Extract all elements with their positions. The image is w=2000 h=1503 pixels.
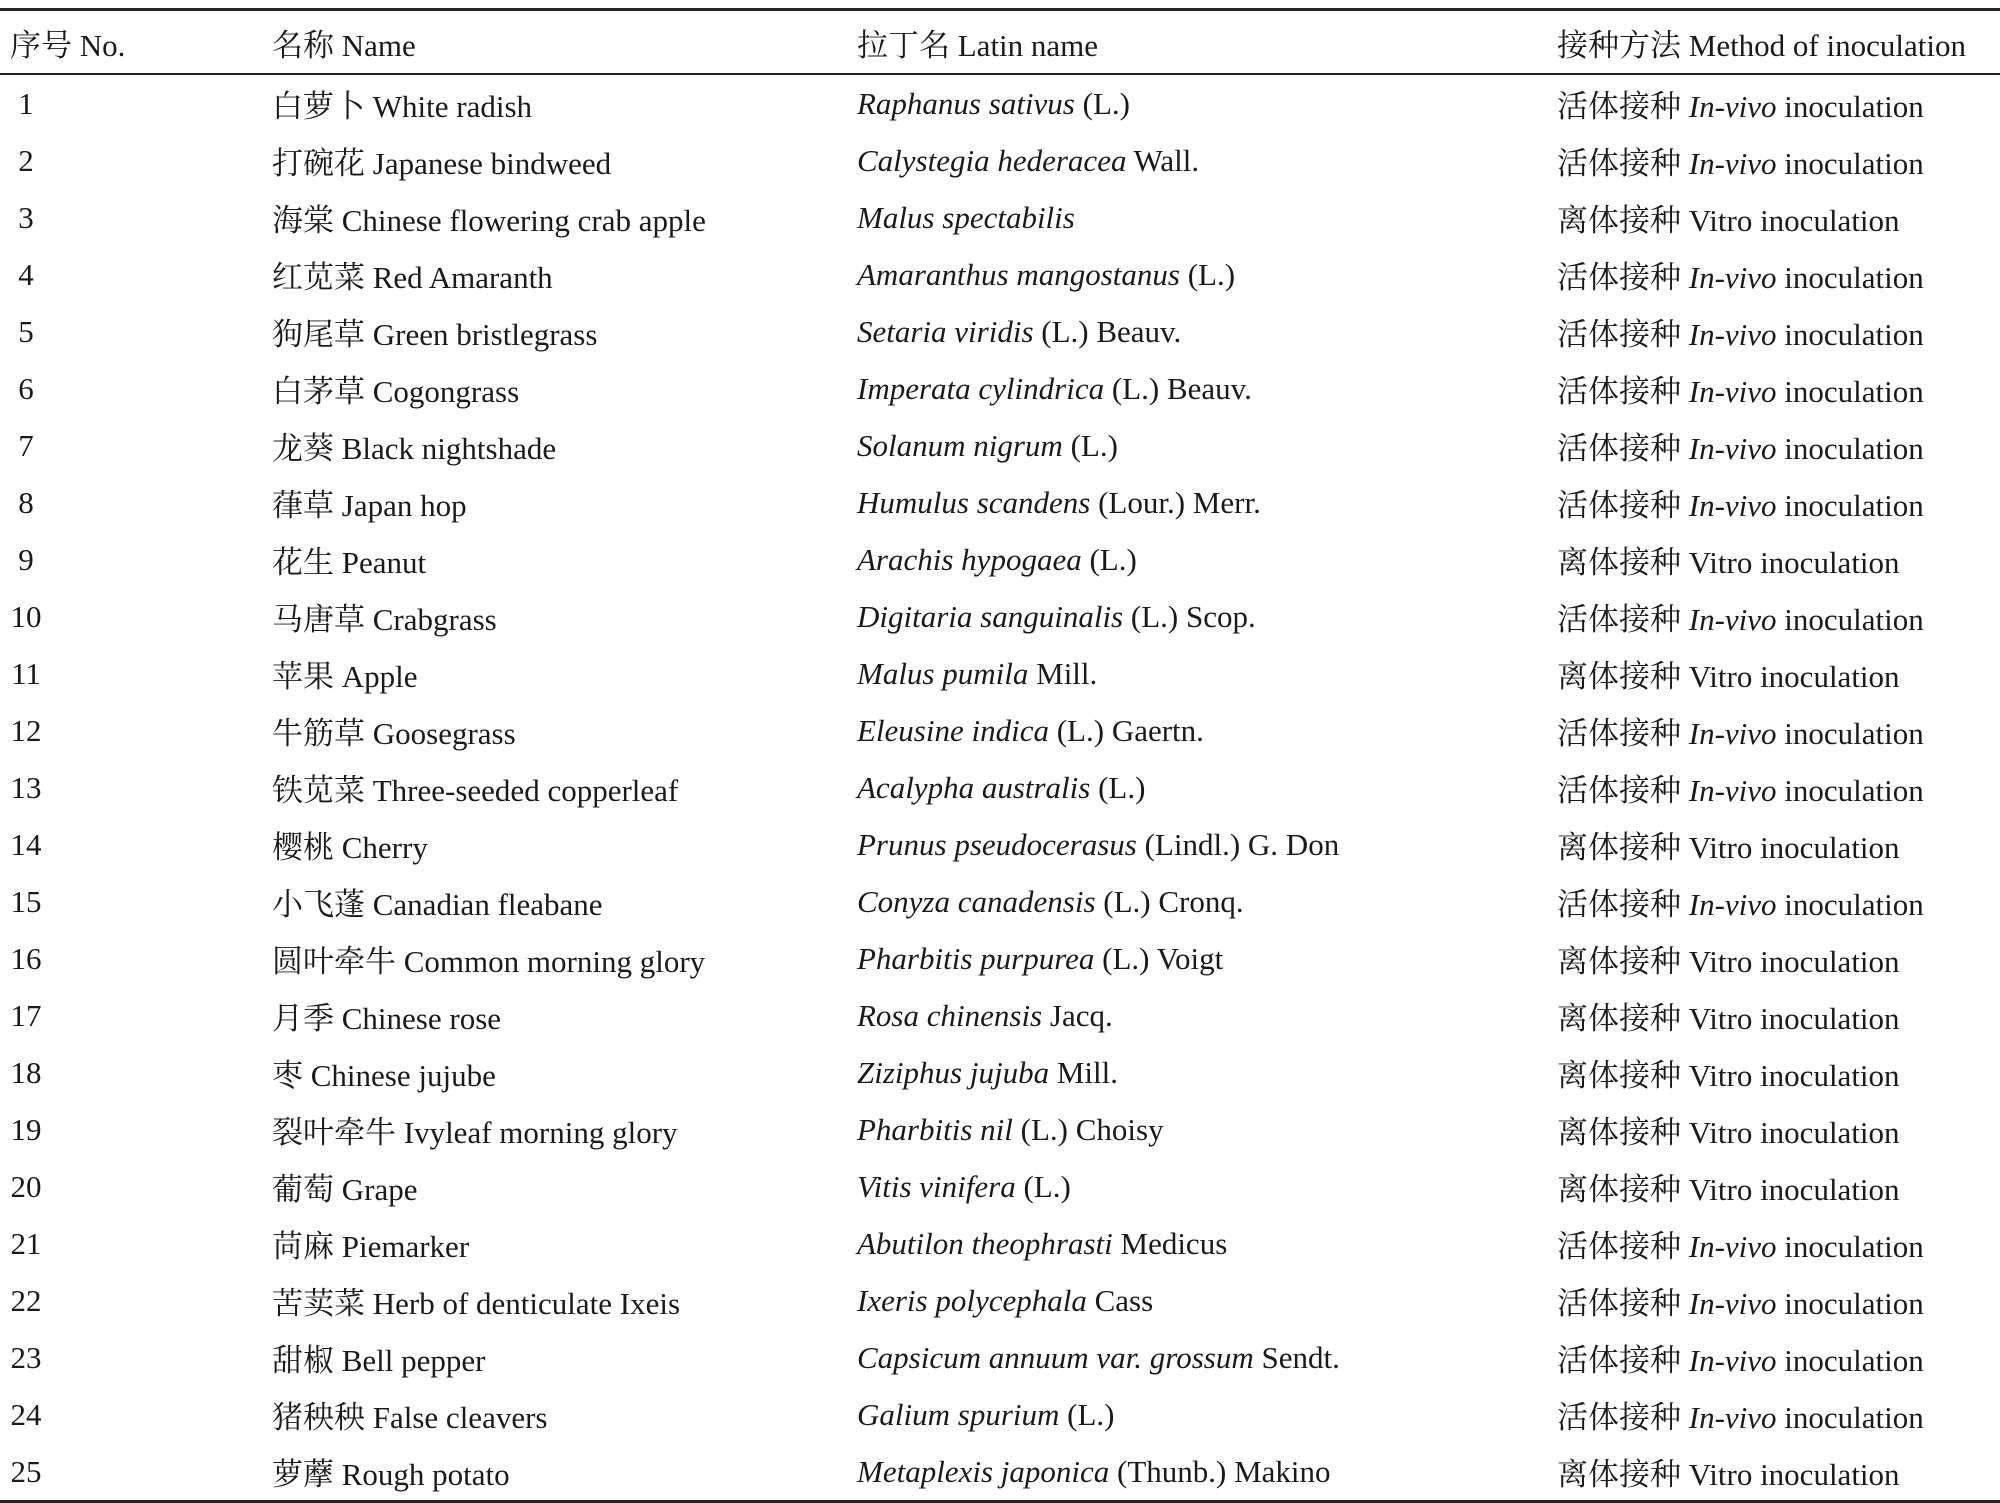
latin-name-cell	[857, 474, 1557, 531]
latin-binomial: Arachis hypogaea	[857, 541, 1082, 577]
latin-binomial: Amaranthus mangostanus	[857, 256, 1180, 292]
latin-binomial: Digitaria sanguinalis	[857, 598, 1124, 634]
table-row	[0, 360, 2000, 417]
plant-name: 葎草 Japan hop	[272, 488, 467, 523]
method-inoculation: inoculation	[1776, 773, 1924, 808]
plant-name: 月季 Chinese rose	[272, 1001, 502, 1036]
method-in-vivo: In-vivo	[1688, 716, 1777, 751]
method-in-vivo: In-vivo	[1688, 1343, 1777, 1378]
table-row	[0, 1215, 2000, 1272]
table-row	[0, 930, 2000, 987]
row-number: 19	[10, 1111, 42, 1147]
inoculation-method-cell	[1557, 74, 2000, 132]
header-no: 序号 No.	[10, 27, 126, 63]
latin-name-cell	[857, 1215, 1557, 1272]
table-row	[0, 987, 2000, 1044]
latin-binomial: Acalypha australis	[857, 769, 1091, 805]
latin-binomial: Conyza canadensis	[857, 883, 1096, 919]
latin-name-cell	[857, 1158, 1557, 1215]
latin-authority: (L.) Voigt	[1094, 940, 1224, 976]
latin-binomial: Pharbitis purpurea	[857, 940, 1095, 976]
row-number: 3	[18, 199, 34, 235]
table-row	[0, 417, 2000, 474]
latin-binomial: Capsicum annuum var. grossum	[857, 1339, 1254, 1375]
latin-name-cell	[857, 189, 1557, 246]
plant-name: 白萝卜 White radish	[272, 89, 533, 124]
row-number: 15	[10, 883, 42, 919]
latin-binomial: Abutilon theophrasti	[857, 1225, 1113, 1261]
latin-name-cell	[857, 1329, 1557, 1386]
method-inoculation: inoculation	[1776, 1286, 1924, 1321]
latin-binomial: Humulus scandens	[857, 484, 1091, 520]
latin-binomial: Metaplexis japonica	[857, 1453, 1110, 1489]
method-inoculation: inoculation	[1776, 887, 1924, 922]
row-number-cell	[0, 930, 272, 987]
latin-authority: (Lour.) Merr.	[1090, 484, 1261, 520]
row-number-cell	[0, 816, 272, 873]
row-number: 14	[10, 826, 42, 862]
method-in-vivo: In-vivo	[1688, 146, 1777, 181]
plant-name: 红苋菜 Red Amaranth	[272, 260, 553, 295]
latin-authority: (L.) Beauv.	[1033, 313, 1182, 349]
row-number: 9	[18, 541, 34, 577]
plant-name: 甜椒 Bell pepper	[272, 1343, 486, 1378]
plant-name: 苘麻 Piemarker	[272, 1229, 470, 1264]
plant-name: 萝藦 Rough potato	[272, 1457, 510, 1492]
inoculation-method-cell	[1557, 1215, 2000, 1272]
row-number-cell	[0, 873, 272, 930]
method-chinese: 活体接种	[1557, 431, 1689, 466]
method-inoculation: inoculation	[1776, 260, 1924, 295]
table-row	[0, 873, 2000, 930]
inoculation-method-cell	[1557, 474, 2000, 531]
latin-name-cell	[857, 246, 1557, 303]
latin-binomial: Imperata cylindrica	[857, 370, 1105, 406]
row-number: 1	[18, 85, 34, 121]
method-chinese: 离体接种	[1557, 1457, 1689, 1492]
row-number-cell	[0, 246, 272, 303]
latin-name-cell	[857, 987, 1557, 1044]
row-number-cell	[0, 1101, 272, 1158]
inoculation-method-cell	[1557, 360, 2000, 417]
method-inoculation: Vitro inoculation	[1688, 1457, 1900, 1492]
inoculation-method-cell	[1557, 1386, 2000, 1443]
method-inoculation: inoculation	[1776, 1400, 1924, 1435]
latin-name-cell	[857, 930, 1557, 987]
latin-binomial: Ixeris polycephala	[857, 1282, 1087, 1318]
latin-binomial: Prunus pseudocerasus	[857, 826, 1137, 862]
row-number: 23	[10, 1339, 42, 1375]
inoculation-method-cell	[1557, 816, 2000, 873]
table-row	[0, 531, 2000, 588]
inoculation-method-cell	[1557, 1158, 2000, 1215]
method-chinese: 离体接种	[1557, 1001, 1689, 1036]
latin-authority: (L.)	[1081, 541, 1137, 577]
latin-name-cell	[857, 132, 1557, 189]
plant-name: 葡萄 Grape	[272, 1172, 418, 1207]
plant-name: 苹果 Apple	[272, 659, 418, 694]
method-in-vivo: In-vivo	[1688, 431, 1777, 466]
method-chinese: 活体接种	[1557, 317, 1689, 352]
latin-authority: (L.) Beauv.	[1104, 370, 1252, 406]
header-latin-name: 拉丁名 Latin name	[857, 27, 1099, 63]
method-in-vivo: In-vivo	[1688, 488, 1777, 523]
latin-authority: (Lindl.) G. Don	[1136, 826, 1340, 862]
method-in-vivo: In-vivo	[1688, 374, 1777, 409]
plant-name: 打碗花 Japanese bindweed	[272, 146, 612, 181]
method-chinese: 活体接种	[1557, 488, 1689, 523]
table-row	[0, 1044, 2000, 1101]
inoculation-method-cell	[1557, 1044, 2000, 1101]
latin-authority: (L.)	[1090, 769, 1146, 805]
latin-name-cell	[857, 588, 1557, 645]
inoculation-method-cell	[1557, 1443, 2000, 1502]
plant-name: 铁苋菜 Three-seeded copperleaf	[272, 773, 679, 808]
inoculation-method-cell	[1557, 645, 2000, 702]
plant-name: 小飞蓬 Canadian fleabane	[272, 887, 603, 922]
method-inoculation: Vitro inoculation	[1688, 1115, 1900, 1150]
row-number-cell	[0, 531, 272, 588]
plant-name: 龙葵 Black nightshade	[272, 431, 557, 466]
table-row	[0, 588, 2000, 645]
method-inoculation: inoculation	[1776, 488, 1924, 523]
table-row	[0, 1386, 2000, 1443]
method-in-vivo: In-vivo	[1688, 89, 1777, 124]
method-inoculation: Vitro inoculation	[1688, 1172, 1900, 1207]
inoculation-method-cell	[1557, 417, 2000, 474]
latin-authority: Sendt.	[1253, 1339, 1340, 1375]
method-inoculation: inoculation	[1776, 431, 1924, 466]
row-number: 18	[10, 1054, 42, 1090]
table-row	[0, 816, 2000, 873]
inoculation-method-cell	[1557, 1101, 2000, 1158]
latin-authority: (L.)	[1062, 427, 1118, 463]
latin-name-cell	[857, 1272, 1557, 1329]
latin-binomial: Malus pumila	[857, 655, 1029, 691]
latin-authority: Wall.	[1126, 142, 1200, 178]
latin-authority: (L.)	[1179, 256, 1236, 292]
latin-authority: (L.) Scop.	[1123, 598, 1256, 634]
table-body	[0, 74, 2000, 1502]
method-inoculation: inoculation	[1776, 716, 1924, 751]
table-row	[0, 1158, 2000, 1215]
row-number: 25	[10, 1453, 42, 1489]
inoculation-method-cell	[1557, 1272, 2000, 1329]
header-row	[0, 10, 2000, 75]
table-row	[0, 702, 2000, 759]
plant-name: 猪秧秧 False cleavers	[272, 1400, 548, 1435]
method-chinese: 活体接种	[1557, 602, 1689, 637]
method-chinese: 离体接种	[1557, 944, 1689, 979]
row-number: 17	[10, 997, 42, 1033]
row-number-cell	[0, 1443, 272, 1502]
latin-authority: (L.)	[1015, 1168, 1071, 1204]
method-chinese: 活体接种	[1557, 374, 1689, 409]
inoculation-method-cell	[1557, 759, 2000, 816]
latin-binomial: Eleusine indica	[857, 712, 1049, 748]
row-number: 13	[10, 769, 42, 805]
inoculation-method-cell	[1557, 1329, 2000, 1386]
method-chinese: 活体接种	[1557, 89, 1689, 124]
latin-name-cell	[857, 303, 1557, 360]
table-row	[0, 189, 2000, 246]
table-row	[0, 303, 2000, 360]
latin-name-cell	[857, 360, 1557, 417]
inoculation-table-container	[0, 8, 2000, 1503]
plant-name: 牛筋草 Goosegrass	[272, 716, 516, 751]
plant-name: 白茅草 Cogongrass	[272, 374, 520, 409]
table-row	[0, 74, 2000, 132]
latin-name-cell	[857, 417, 1557, 474]
plant-name: 狗尾草 Green bristlegrass	[272, 317, 598, 352]
method-inoculation: inoculation	[1776, 146, 1924, 181]
method-chinese: 离体接种	[1557, 203, 1689, 238]
method-in-vivo: In-vivo	[1688, 887, 1777, 922]
latin-name-cell	[857, 1044, 1557, 1101]
table-row	[0, 1101, 2000, 1158]
method-inoculation: Vitro inoculation	[1688, 830, 1900, 865]
row-number: 4	[18, 256, 34, 292]
method-inoculation: Vitro inoculation	[1688, 1001, 1900, 1036]
method-chinese: 离体接种	[1557, 830, 1689, 865]
method-inoculation: Vitro inoculation	[1688, 203, 1900, 238]
table-row	[0, 1329, 2000, 1386]
latin-binomial: Galium spurium	[857, 1396, 1060, 1432]
table-row	[0, 132, 2000, 189]
row-number: 5	[18, 313, 34, 349]
latin-authority: Medicus	[1112, 1225, 1228, 1261]
inoculation-method-cell	[1557, 702, 2000, 759]
latin-name-cell	[857, 759, 1557, 816]
row-number-cell	[0, 1386, 272, 1443]
table-row	[0, 246, 2000, 303]
row-number: 16	[10, 940, 42, 976]
latin-binomial: Ziziphus jujuba	[857, 1054, 1050, 1090]
row-number-cell	[0, 132, 272, 189]
latin-authority: Jacq.	[1042, 997, 1113, 1033]
inoculation-method-cell	[1557, 132, 2000, 189]
latin-authority: (L.) Gaertn.	[1048, 712, 1204, 748]
method-inoculation: inoculation	[1776, 374, 1924, 409]
row-number: 20	[10, 1168, 42, 1204]
row-number: 22	[10, 1282, 42, 1318]
latin-binomial: Calystegia hederacea	[857, 142, 1127, 178]
method-in-vivo: In-vivo	[1688, 773, 1777, 808]
header-name: 名称 Name	[272, 27, 416, 63]
method-chinese: 活体接种	[1557, 146, 1689, 181]
latin-name-cell	[857, 1101, 1557, 1158]
row-number: 6	[18, 370, 34, 406]
latin-binomial: Raphanus sativus	[857, 85, 1075, 121]
row-number-cell	[0, 1215, 272, 1272]
inoculation-method-cell	[1557, 588, 2000, 645]
method-chinese: 离体接种	[1557, 545, 1689, 580]
method-inoculation: Vitro inoculation	[1688, 659, 1900, 694]
latin-authority: (L.)	[1074, 85, 1130, 121]
latin-authority: Mill.	[1049, 1054, 1118, 1090]
method-inoculation: Vitro inoculation	[1688, 1058, 1900, 1093]
row-number: 8	[18, 484, 34, 520]
header-inoculation-method: 接种方法 Method of inoculation	[1557, 27, 1966, 63]
latin-authority: (L.) Cronq.	[1095, 883, 1244, 919]
method-chinese: 活体接种	[1557, 1229, 1689, 1264]
row-number-cell	[0, 189, 272, 246]
row-number-cell	[0, 1329, 272, 1386]
latin-name-cell	[857, 873, 1557, 930]
method-chinese: 活体接种	[1557, 1400, 1689, 1435]
method-inoculation: inoculation	[1776, 1343, 1924, 1378]
latin-authority: (L.)	[1059, 1396, 1115, 1432]
row-number-cell	[0, 702, 272, 759]
row-number-cell	[0, 303, 272, 360]
method-inoculation: inoculation	[1776, 1229, 1924, 1264]
table-row	[0, 645, 2000, 702]
latin-binomial: Vitis vinifera	[857, 1168, 1016, 1204]
row-number-cell	[0, 74, 272, 132]
inoculation-method-cell	[1557, 930, 2000, 987]
method-inoculation: inoculation	[1776, 89, 1924, 124]
row-number-cell	[0, 417, 272, 474]
latin-binomial: Setaria viridis	[857, 313, 1034, 349]
plant-name: 樱桃 Cherry	[272, 830, 428, 865]
latin-binomial: Solanum nigrum	[857, 427, 1063, 463]
table-row	[0, 474, 2000, 531]
method-in-vivo: In-vivo	[1688, 1286, 1777, 1321]
latin-binomial: Malus spectabilis	[857, 199, 1075, 235]
latin-name-cell	[857, 645, 1557, 702]
plant-name: 马唐草 Crabgrass	[272, 602, 497, 637]
latin-authority: Mill.	[1028, 655, 1098, 691]
method-inoculation: Vitro inoculation	[1688, 944, 1900, 979]
table-row	[0, 759, 2000, 816]
latin-binomial: Pharbitis nil	[857, 1111, 1013, 1147]
row-number: 2	[18, 142, 34, 178]
method-in-vivo: In-vivo	[1688, 602, 1777, 637]
row-number: 11	[11, 655, 41, 691]
inoculation-method-cell	[1557, 987, 2000, 1044]
method-inoculation: inoculation	[1776, 317, 1924, 352]
latin-name-cell	[857, 1443, 1557, 1502]
method-chinese: 离体接种	[1557, 1058, 1689, 1093]
method-chinese: 活体接种	[1557, 887, 1689, 922]
latin-name-cell	[857, 1386, 1557, 1443]
row-number: 24	[10, 1396, 42, 1432]
latin-authority: (L.) Choisy	[1012, 1111, 1164, 1147]
latin-name-cell	[857, 816, 1557, 873]
row-number: 21	[10, 1225, 42, 1261]
method-inoculation: Vitro inoculation	[1688, 545, 1900, 580]
latin-binomial: Rosa chinensis	[857, 997, 1043, 1033]
plant-name: 枣 Chinese jujube	[272, 1058, 496, 1093]
row-number-cell	[0, 1158, 272, 1215]
inoculation-method-cell	[1557, 189, 2000, 246]
row-number-cell	[0, 987, 272, 1044]
row-number-cell	[0, 474, 272, 531]
method-chinese: 离体接种	[1557, 1115, 1689, 1150]
method-in-vivo: In-vivo	[1688, 1400, 1777, 1435]
method-chinese: 活体接种	[1557, 1286, 1689, 1321]
table-row	[0, 1443, 2000, 1502]
latin-authority: Cass	[1086, 1282, 1154, 1318]
row-number: 10	[10, 598, 42, 634]
table-row	[0, 1272, 2000, 1329]
row-number-cell	[0, 759, 272, 816]
plant-name: 苦荬菜 Herb of denticulate Ixeis	[272, 1286, 681, 1321]
plant-name: 海棠 Chinese flowering crab apple	[272, 203, 706, 238]
row-number-cell	[0, 588, 272, 645]
method-chinese: 活体接种	[1557, 716, 1689, 751]
method-chinese: 活体接种	[1557, 260, 1689, 295]
table-header	[0, 10, 2000, 75]
row-number: 7	[18, 427, 34, 463]
method-in-vivo: In-vivo	[1688, 260, 1777, 295]
plant-name: 裂叶牵牛 Ivyleaf morning glory	[272, 1115, 678, 1150]
row-number-cell	[0, 1272, 272, 1329]
host-plant-table	[0, 8, 2000, 1503]
plant-name: 花生 Peanut	[272, 545, 427, 580]
plant-name: 圆叶牵牛 Common morning glory	[272, 944, 706, 979]
method-in-vivo: In-vivo	[1688, 317, 1777, 352]
method-chinese: 离体接种	[1557, 1172, 1689, 1207]
latin-name-cell	[857, 702, 1557, 759]
row-number-cell	[0, 360, 272, 417]
inoculation-method-cell	[1557, 531, 2000, 588]
latin-authority: (Thunb.) Makino	[1109, 1453, 1331, 1489]
row-number-cell	[0, 1044, 272, 1101]
row-number-cell	[0, 645, 272, 702]
method-chinese: 离体接种	[1557, 659, 1689, 694]
method-inoculation: inoculation	[1776, 602, 1924, 637]
method-chinese: 活体接种	[1557, 1343, 1689, 1378]
inoculation-method-cell	[1557, 303, 2000, 360]
row-number: 12	[10, 712, 42, 748]
latin-name-cell	[857, 74, 1557, 132]
inoculation-method-cell	[1557, 873, 2000, 930]
latin-name-cell	[857, 531, 1557, 588]
method-in-vivo: In-vivo	[1688, 1229, 1777, 1264]
method-chinese: 活体接种	[1557, 773, 1689, 808]
inoculation-method-cell	[1557, 246, 2000, 303]
